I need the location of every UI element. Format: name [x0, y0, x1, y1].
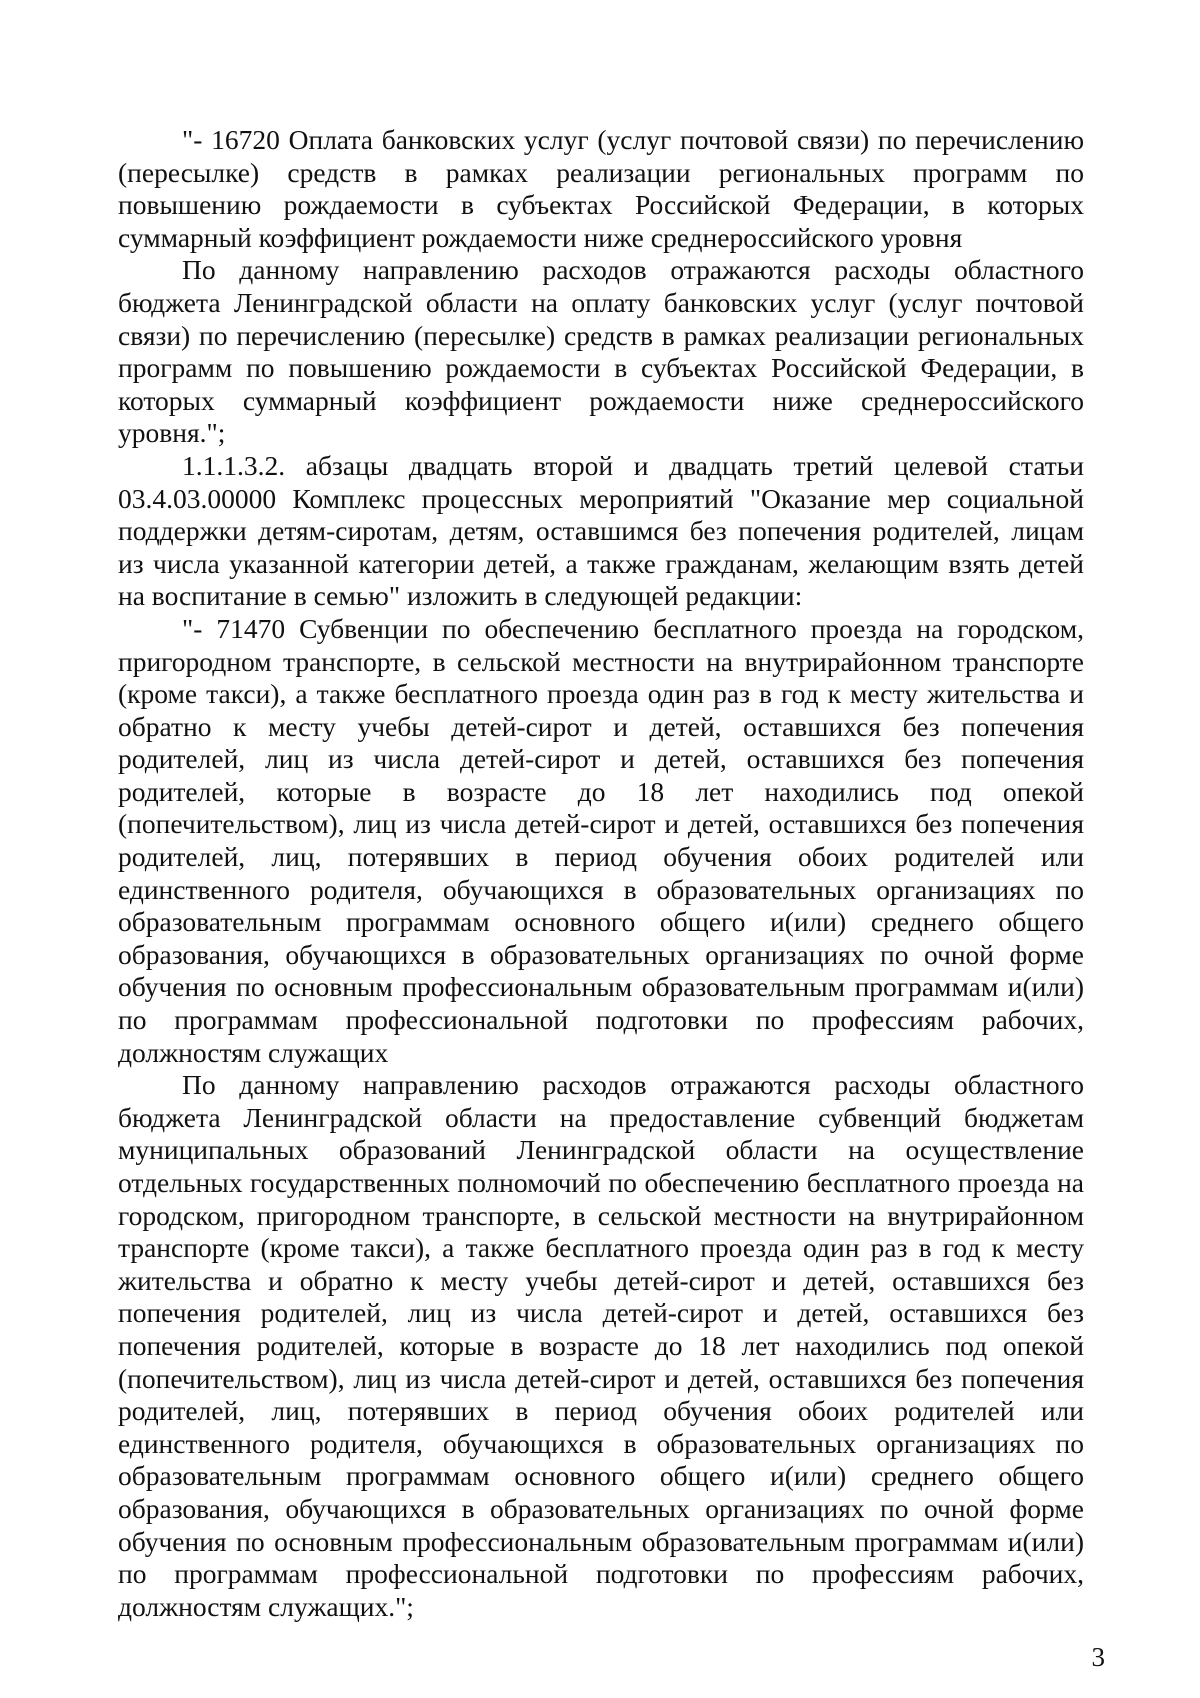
document-body	[118, 124, 1084, 1623]
paragraph-71470-description: По данному направлению расходов отражаются расходы областного бюджета Ленинградской области на предоставление субвенций бюджетам муниципальных образований Ленинградской области на осуществление отдельных государственных полномочий по обеспечению бесплатного проезда на городском, пригородном транспорте, в сельской местности на внутрирайонном транспорте (кроме такси), а также бесплатного проезда один раз в год к месту жительства и обратно к месту учебы детей-сирот и детей, оставшихся без попечения родителей, лиц из числа детей-сирот и детей, оставшихся без попечения родителей, которые в возрасте до 18 лет находились под опекой (попечительством), лиц из числа детей-сирот и детей, оставшихся без попечения родителей, лиц, потерявших в период обучения обоих родителей или единственного родителя, обучающихся в образовательных организациях по образовательным программам основного общего и(или) среднего общего образования, обучающихся в образовательных организациях по очной форме обучения по основным профессиональным образовательным программам и(или) по программам профессиональной подготовки по профессиям рабочих, должностям служащих.";	[118, 1069, 1084, 1622]
paragraph-clause-1-1-1-3-2: 1.1.1.3.2. абзацы двадцать второй и двадцать третий целевой статьи 03.4.03.00000 Комплекс процессных мероприятий "Оказание мер социальной поддержки детям-сиротам, детям, оставшимся без попечения родителей, лицам из числа указанной категории детей, а также гражданам, желающим взять детей на воспитание в семью" изложить в следующей редакции:	[118, 449, 1084, 612]
page-number: 3	[1091, 1642, 1105, 1672]
paragraph-16720-description: По данному направлению расходов отражаются расходы областного бюджета Ленинградской области на оплату банковских услуг (услуг почтовой связи) по перечислению (пересылке) средств в рамках реализации региональных программ по повышению рождаемости в субъектах Российской Федерации, в которых суммарный коэффициент рождаемости ниже среднероссийского уровня.";	[118, 254, 1084, 449]
paragraph-16720-heading: "- 16720 Оплата банковских услуг (услуг почтовой связи) по перечислению (пересылке) средств в рамках реализации региональных программ по повышению рождаемости в субъектах Российской Федерации, в которых суммарный коэффициент рождаемости ниже среднероссийского уровня	[118, 124, 1084, 253]
paragraph-71470-heading: "- 71470 Субвенции по обеспечению бесплатного проезда на городском, пригородном транспорте, в сельской местности на внутрирайонном транспорте (кроме такси), а также бесплатного проезда один раз в год к месту жительства и обратно к месту учебы детей-сирот и детей, оставшихся без попечения родителей, лиц из числа детей-сирот и детей, оставшихся без попечения родителей, которые в возрасте до 18 лет находились под опекой (попечительством), лиц из числа детей-сирот и детей, оставшихся без попечения родителей, лиц, потерявших в период обучения обоих родителей или единственного родителя, обучающихся в образовательных организациях по образовательным программам основного общего и(или) среднего общего образования, обучающихся в образовательных организациях по очной форме обучения по основным профессиональным образовательным программам и(или) по программам профессиональной подготовки по профессиям рабочих, должностям служащих	[118, 612, 1084, 1068]
